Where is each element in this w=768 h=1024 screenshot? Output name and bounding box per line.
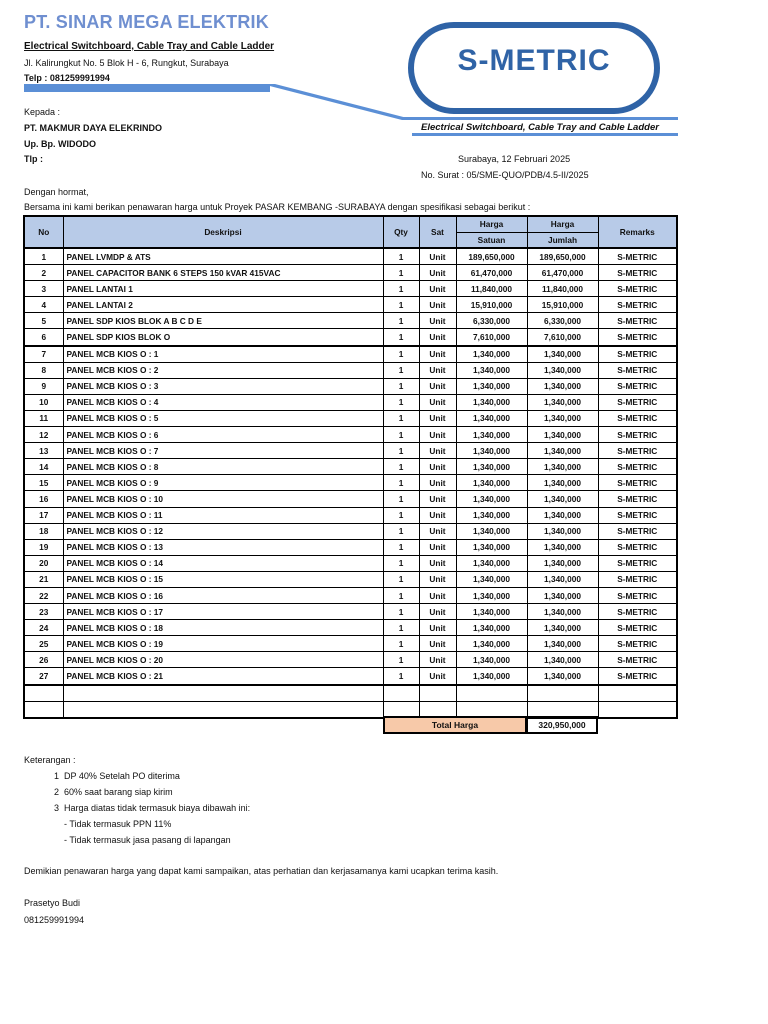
cell-unit-price: 11,840,000	[456, 281, 527, 297]
cell-remarks: S-METRIC	[598, 459, 677, 475]
blank-cell	[63, 685, 383, 702]
cell-unit: Unit	[419, 620, 456, 636]
cell-unit: Unit	[419, 329, 456, 346]
cell-unit: Unit	[419, 459, 456, 475]
cell-qty: 1	[383, 329, 419, 346]
cell-no: 24	[24, 620, 63, 636]
blank-cell	[598, 701, 677, 718]
cell-amount: 1,340,000	[527, 604, 598, 620]
cell-remarks: S-METRIC	[598, 362, 677, 378]
cell-remarks: S-METRIC	[598, 523, 677, 539]
cell-remarks: S-METRIC	[598, 329, 677, 346]
blank-cell	[24, 685, 63, 702]
cell-no: 27	[24, 668, 63, 685]
cell-remarks: S-METRIC	[598, 491, 677, 507]
notes-label: Keterangan :	[24, 755, 76, 765]
notes-subitem: - Tidak termasuk PPN 11%	[64, 819, 172, 829]
cell-remarks: S-METRIC	[598, 604, 677, 620]
cell-amount: 7,610,000	[527, 329, 598, 346]
cell-unit: Unit	[419, 571, 456, 587]
quotation-table	[23, 215, 678, 719]
cell-qty: 1	[383, 459, 419, 475]
cell-qty: 1	[383, 571, 419, 587]
cell-description: PANEL MCB KIOS O : 12	[63, 523, 383, 539]
cell-qty: 1	[383, 668, 419, 685]
table-row	[24, 587, 677, 603]
cell-remarks: S-METRIC	[598, 410, 677, 426]
cell-remarks: S-METRIC	[598, 539, 677, 555]
cell-unit: Unit	[419, 362, 456, 378]
blank-cell	[383, 685, 419, 702]
cell-qty: 1	[383, 587, 419, 603]
cell-unit: Unit	[419, 507, 456, 523]
cell-description: PANEL MCB KIOS O : 13	[63, 539, 383, 555]
notes-item-text: 60% saat barang siap kirim	[64, 787, 173, 797]
cell-unit-price: 6,330,000	[456, 313, 527, 329]
cell-remarks: S-METRIC	[598, 636, 677, 652]
table-row	[24, 313, 677, 329]
header-band-left	[24, 84, 270, 92]
notes-item	[54, 771, 180, 781]
cell-remarks: S-METRIC	[598, 281, 677, 297]
intro-text: Bersama ini kami berikan penawaran harga untuk Proyek PASAR KEMBANG -SURABAYA dengan spesifikasi sebagai berikut :	[24, 202, 531, 212]
cell-qty: 1	[383, 265, 419, 281]
cell-qty: 1	[383, 427, 419, 443]
header-sat: Sat	[419, 216, 456, 248]
cell-unit: Unit	[419, 668, 456, 685]
blank-cell	[63, 701, 383, 718]
cell-amount: 1,340,000	[527, 507, 598, 523]
total-label: Total Harga	[383, 716, 527, 734]
cell-unit: Unit	[419, 475, 456, 491]
table-row	[24, 443, 677, 459]
cell-amount: 189,650,000	[527, 248, 598, 265]
cell-amount: 1,340,000	[527, 443, 598, 459]
cell-amount: 1,340,000	[527, 427, 598, 443]
cell-amount: 61,470,000	[527, 265, 598, 281]
cell-unit: Unit	[419, 265, 456, 281]
cell-amount: 1,340,000	[527, 459, 598, 475]
table-row	[24, 668, 677, 685]
cell-qty: 1	[383, 248, 419, 265]
cell-no: 26	[24, 652, 63, 668]
table-row	[24, 555, 677, 571]
cell-qty: 1	[383, 523, 419, 539]
cell-qty: 1	[383, 362, 419, 378]
cell-description: PANEL CAPACITOR BANK 6 STEPS 150 kVAR 415VAC	[63, 265, 383, 281]
cell-unit-price: 15,910,000	[456, 297, 527, 313]
cell-no: 10	[24, 394, 63, 410]
cell-unit: Unit	[419, 491, 456, 507]
cell-amount: 11,840,000	[527, 281, 598, 297]
cell-amount: 1,340,000	[527, 571, 598, 587]
table-row	[24, 281, 677, 297]
cell-no: 17	[24, 507, 63, 523]
cell-unit-price: 1,340,000	[456, 620, 527, 636]
table-row	[24, 620, 677, 636]
header-underline	[412, 133, 678, 136]
cell-unit-price: 1,340,000	[456, 523, 527, 539]
cell-no: 4	[24, 297, 63, 313]
cell-description: PANEL MCB KIOS O : 8	[63, 459, 383, 475]
total-value: 320,950,000	[526, 716, 598, 734]
signatory-phone: 081259991994	[24, 915, 85, 925]
cell-description: PANEL MCB KIOS O : 9	[63, 475, 383, 491]
table-row	[24, 636, 677, 652]
recipient-attention: Up. Bp. WIDODO	[24, 139, 96, 149]
cell-unit: Unit	[419, 523, 456, 539]
cell-unit-price: 1,340,000	[456, 443, 527, 459]
cell-remarks: S-METRIC	[598, 427, 677, 443]
cell-description: PANEL LVMDP & ATS	[63, 248, 383, 265]
notes-item-num: 3	[54, 803, 60, 813]
company-address: Jl. Kalirungkut No. 5 Blok H - 6, Rungkut, Surabaya	[24, 58, 229, 68]
header-satuan: Satuan	[456, 232, 527, 248]
cell-no: 2	[24, 265, 63, 281]
cell-no: 12	[24, 427, 63, 443]
cell-qty: 1	[383, 346, 419, 363]
recipient-phone: Tlp :	[24, 154, 43, 164]
cell-unit-price: 1,340,000	[456, 652, 527, 668]
table-body	[24, 248, 677, 718]
cell-qty: 1	[383, 652, 419, 668]
cell-no: 14	[24, 459, 63, 475]
cell-unit-price: 1,340,000	[456, 539, 527, 555]
cell-unit: Unit	[419, 394, 456, 410]
cell-no: 3	[24, 281, 63, 297]
cell-remarks: S-METRIC	[598, 378, 677, 394]
cell-qty: 1	[383, 410, 419, 426]
cell-no: 22	[24, 587, 63, 603]
table-row	[24, 427, 677, 443]
cell-unit-price: 61,470,000	[456, 265, 527, 281]
cell-unit-price: 1,340,000	[456, 427, 527, 443]
header-harga: Harga	[456, 216, 527, 232]
cell-amount: 1,340,000	[527, 587, 598, 603]
table-row	[24, 248, 677, 265]
table-row	[24, 265, 677, 281]
notes-item-text: Harga diatas tidak termasuk biaya dibawah ini:	[64, 803, 251, 813]
cell-description: PANEL MCB KIOS O : 1	[63, 346, 383, 363]
cell-remarks: S-METRIC	[598, 394, 677, 410]
cell-unit: Unit	[419, 378, 456, 394]
letter-date: Surabaya, 12 Februari 2025	[458, 154, 571, 164]
table-row	[24, 539, 677, 555]
blank-cell	[598, 685, 677, 702]
cell-no: 11	[24, 410, 63, 426]
cell-unit-price: 1,340,000	[456, 410, 527, 426]
notes-item	[54, 787, 173, 797]
cell-description: PANEL MCB KIOS O : 19	[63, 636, 383, 652]
cell-unit-price: 1,340,000	[456, 571, 527, 587]
cell-qty: 1	[383, 636, 419, 652]
header-band-right	[402, 117, 678, 120]
cell-no: 13	[24, 443, 63, 459]
cell-unit: Unit	[419, 346, 456, 363]
cell-no: 7	[24, 346, 63, 363]
cell-qty: 1	[383, 475, 419, 491]
header-remarks: Remarks	[598, 216, 677, 248]
cell-qty: 1	[383, 604, 419, 620]
header-band-diagonal	[262, 84, 415, 120]
cell-amount: 1,340,000	[527, 620, 598, 636]
cell-description: PANEL MCB KIOS O : 15	[63, 571, 383, 587]
cell-amount: 1,340,000	[527, 378, 598, 394]
cell-description: PANEL LANTAI 1	[63, 281, 383, 297]
notes-item-text: DP 40% Setelah PO diterima	[64, 771, 180, 781]
cell-description: PANEL MCB KIOS O : 3	[63, 378, 383, 394]
notes-item	[54, 803, 250, 813]
cell-no: 21	[24, 571, 63, 587]
closing-text: Demikian penawaran harga yang dapat kami sampaikan, atas perhatian dan kerjasamanya kami ucapkan terima kasih.	[24, 866, 499, 876]
cell-qty: 1	[383, 491, 419, 507]
cell-no: 25	[24, 636, 63, 652]
cell-unit-price: 1,340,000	[456, 459, 527, 475]
table-row	[24, 459, 677, 475]
cell-qty: 1	[383, 394, 419, 410]
cell-qty: 1	[383, 297, 419, 313]
cell-description: PANEL MCB KIOS O : 2	[63, 362, 383, 378]
header-no: No	[24, 216, 63, 248]
blank-cell	[419, 685, 456, 702]
table-row	[24, 523, 677, 539]
cell-unit-price: 1,340,000	[456, 587, 527, 603]
cell-unit: Unit	[419, 652, 456, 668]
cell-unit: Unit	[419, 313, 456, 329]
table-row	[24, 652, 677, 668]
header-harga-2: Harga	[527, 216, 598, 232]
cell-unit: Unit	[419, 248, 456, 265]
table-row	[24, 346, 677, 363]
cell-remarks: S-METRIC	[598, 346, 677, 363]
cell-amount: 1,340,000	[527, 539, 598, 555]
cell-unit-price: 1,340,000	[456, 362, 527, 378]
cell-unit-price: 1,340,000	[456, 668, 527, 685]
cell-unit: Unit	[419, 443, 456, 459]
cell-amount: 1,340,000	[527, 668, 598, 685]
company-subtitle: Electrical Switchboard, Cable Tray and Cable Ladder	[24, 41, 275, 52]
cell-no: 6	[24, 329, 63, 346]
blank-cell	[527, 685, 598, 702]
cell-no: 23	[24, 604, 63, 620]
cell-unit-price: 1,340,000	[456, 346, 527, 363]
greeting: Dengan hormat,	[24, 187, 89, 197]
cell-qty: 1	[383, 507, 419, 523]
cell-no: 15	[24, 475, 63, 491]
cell-description: PANEL SDP KIOS BLOK A B C D E	[63, 313, 383, 329]
cell-description: PANEL MCB KIOS O : 5	[63, 410, 383, 426]
company-telp: Telp : 081259991994	[24, 73, 110, 83]
cell-remarks: S-METRIC	[598, 587, 677, 603]
cell-remarks: S-METRIC	[598, 297, 677, 313]
cell-qty: 1	[383, 620, 419, 636]
cell-unit-price: 7,610,000	[456, 329, 527, 346]
company-name: PT. SINAR MEGA ELEKTRIK	[24, 12, 269, 32]
cell-qty: 1	[383, 443, 419, 459]
table-row	[24, 329, 677, 346]
cell-unit: Unit	[419, 636, 456, 652]
logo-text: S-METRIC	[457, 44, 611, 77]
blank-cell	[456, 685, 527, 702]
cell-amount: 1,340,000	[527, 636, 598, 652]
blank-row	[24, 685, 677, 702]
notes-item-num: 1	[54, 771, 60, 781]
cell-description: PANEL MCB KIOS O : 6	[63, 427, 383, 443]
cell-amount: 1,340,000	[527, 410, 598, 426]
cell-remarks: S-METRIC	[598, 571, 677, 587]
slogan: Electrical Switchboard, Cable Tray and Cable Ladder	[421, 122, 659, 133]
cell-unit: Unit	[419, 555, 456, 571]
cell-description: PANEL MCB KIOS O : 11	[63, 507, 383, 523]
table-row	[24, 491, 677, 507]
cell-amount: 6,330,000	[527, 313, 598, 329]
cell-no: 1	[24, 248, 63, 265]
cell-qty: 1	[383, 281, 419, 297]
cell-no: 19	[24, 539, 63, 555]
cell-remarks: S-METRIC	[598, 265, 677, 281]
cell-unit: Unit	[419, 297, 456, 313]
notes-item-num: 2	[54, 787, 60, 797]
table-row	[24, 394, 677, 410]
cell-unit: Unit	[419, 427, 456, 443]
recipient-name: PT. MAKMUR DAYA ELEKRINDO	[24, 123, 163, 133]
cell-description: PANEL MCB KIOS O : 17	[63, 604, 383, 620]
cell-description: PANEL MCB KIOS O : 21	[63, 668, 383, 685]
cell-description: PANEL MCB KIOS O : 20	[63, 652, 383, 668]
cell-description: PANEL MCB KIOS O : 18	[63, 620, 383, 636]
cell-amount: 1,340,000	[527, 475, 598, 491]
header-jumlah: Jumlah	[527, 232, 598, 248]
notes-subitem: - Tidak termasuk jasa pasang di lapangan	[64, 835, 231, 845]
cell-amount: 15,910,000	[527, 297, 598, 313]
table-row	[24, 410, 677, 426]
cell-qty: 1	[383, 378, 419, 394]
cell-qty: 1	[383, 313, 419, 329]
table-row	[24, 475, 677, 491]
cell-unit: Unit	[419, 587, 456, 603]
cell-remarks: S-METRIC	[598, 652, 677, 668]
cell-amount: 1,340,000	[527, 346, 598, 363]
cell-remarks: S-METRIC	[598, 555, 677, 571]
cell-amount: 1,340,000	[527, 652, 598, 668]
cell-description: PANEL MCB KIOS O : 4	[63, 394, 383, 410]
cell-qty: 1	[383, 555, 419, 571]
cell-unit-price: 1,340,000	[456, 475, 527, 491]
cell-unit: Unit	[419, 539, 456, 555]
cell-unit: Unit	[419, 281, 456, 297]
cell-unit: Unit	[419, 604, 456, 620]
cell-unit-price: 1,340,000	[456, 394, 527, 410]
cell-remarks: S-METRIC	[598, 507, 677, 523]
table-row	[24, 297, 677, 313]
cell-amount: 1,340,000	[527, 362, 598, 378]
cell-no: 18	[24, 523, 63, 539]
cell-unit-price: 1,340,000	[456, 491, 527, 507]
cell-unit-price: 1,340,000	[456, 555, 527, 571]
cell-description: PANEL MCB KIOS O : 10	[63, 491, 383, 507]
cell-remarks: S-METRIC	[598, 668, 677, 685]
cell-no: 20	[24, 555, 63, 571]
cell-unit-price: 1,340,000	[456, 636, 527, 652]
cell-unit-price: 1,340,000	[456, 604, 527, 620]
cell-unit-price: 189,650,000	[456, 248, 527, 265]
table-row	[24, 362, 677, 378]
letter-number: No. Surat : 05/SME-QUO/PDB/4.5-II/2025	[421, 170, 589, 180]
cell-amount: 1,340,000	[527, 394, 598, 410]
cell-amount: 1,340,000	[527, 555, 598, 571]
cell-no: 8	[24, 362, 63, 378]
cell-qty: 1	[383, 539, 419, 555]
cell-unit-price: 1,340,000	[456, 378, 527, 394]
cell-description: PANEL MCB KIOS O : 16	[63, 587, 383, 603]
header-deskripsi: Deskripsi	[63, 216, 383, 248]
cell-remarks: S-METRIC	[598, 475, 677, 491]
cell-description: PANEL MCB KIOS O : 14	[63, 555, 383, 571]
cell-no: 9	[24, 378, 63, 394]
table-row	[24, 507, 677, 523]
table-row	[24, 378, 677, 394]
signatory-name: Prasetyo Budi	[24, 898, 81, 908]
cell-amount: 1,340,000	[527, 491, 598, 507]
cell-unit-price: 1,340,000	[456, 507, 527, 523]
cell-remarks: S-METRIC	[598, 443, 677, 459]
cell-remarks: S-METRIC	[598, 248, 677, 265]
table-row	[24, 604, 677, 620]
recipient-label: Kepada :	[24, 107, 61, 117]
cell-no: 5	[24, 313, 63, 329]
cell-description: PANEL MCB KIOS O : 7	[63, 443, 383, 459]
blank-cell	[24, 701, 63, 718]
cell-remarks: S-METRIC	[598, 620, 677, 636]
header-qty: Qty	[383, 216, 419, 248]
cell-description: PANEL LANTAI 2	[63, 297, 383, 313]
cell-description: PANEL SDP KIOS BLOK O	[63, 329, 383, 346]
cell-amount: 1,340,000	[527, 523, 598, 539]
cell-remarks: S-METRIC	[598, 313, 677, 329]
cell-no: 16	[24, 491, 63, 507]
table-row	[24, 571, 677, 587]
cell-unit: Unit	[419, 410, 456, 426]
